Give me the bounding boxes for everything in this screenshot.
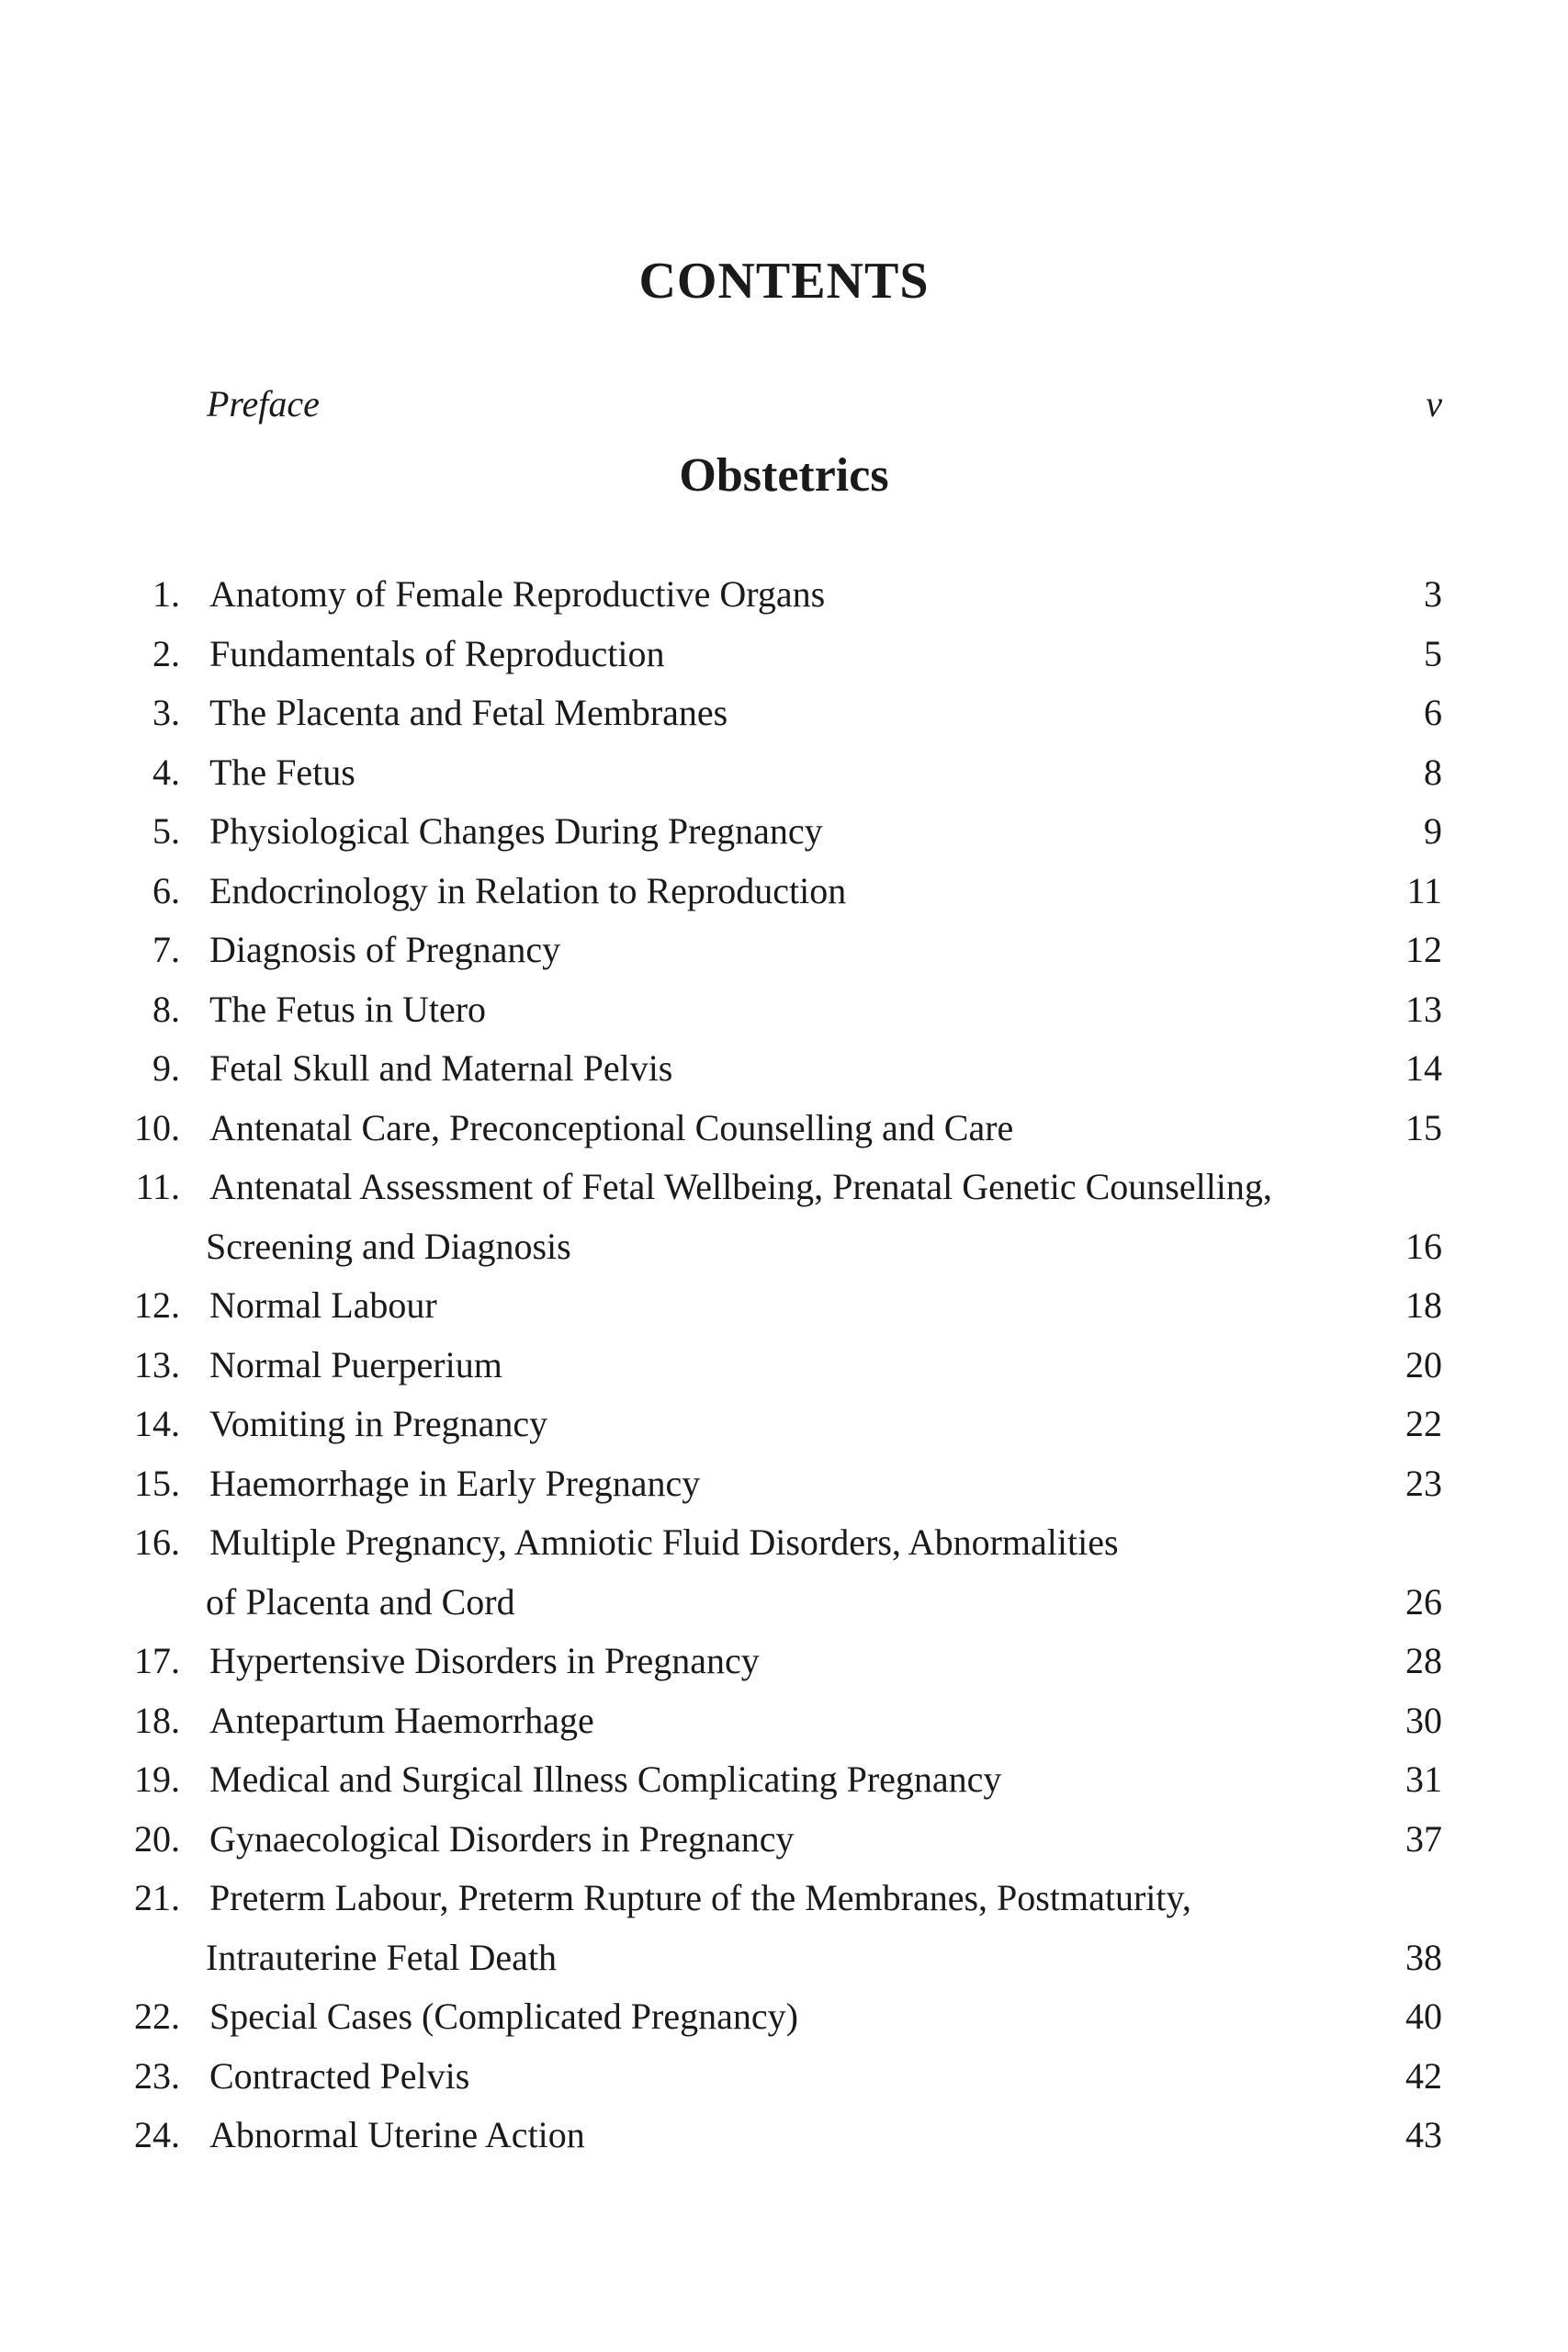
entry-page-number: 13 [1405, 988, 1442, 1030]
entry-title-line: Haemorrhage in Early Pregnancy [209, 1462, 701, 1504]
toc-entry[interactable] [0, 862, 1568, 922]
entry-title [209, 1691, 1404, 1751]
entry-title [209, 1099, 1404, 1159]
entry-title-line: Abnormal Uterine Action [209, 2114, 585, 2155]
entry-title-line: Contracted Pelvis [209, 2054, 470, 2097]
entry-title-line: The Fetus in Utero [209, 988, 487, 1030]
entry-number: 23. [134, 2054, 180, 2097]
toc-entry[interactable] [0, 1276, 1568, 1336]
entry-number: 21. [134, 1877, 180, 1918]
entry-page-number: 30 [1405, 1699, 1442, 1741]
entry-page-number: 12 [1405, 929, 1442, 970]
entry-title-line: Antepartum Haemorrhage [209, 1699, 594, 1741]
toc-entry[interactable] [0, 1039, 1568, 1099]
entry-title-line: Fundamentals of Reproduction [209, 632, 665, 674]
preface-entry[interactable] [207, 383, 1442, 424]
entry-title-line: Normal Puerperium [209, 1343, 502, 1385]
entry-title [209, 802, 1404, 862]
toc-entry[interactable] [0, 2106, 1568, 2165]
entry-title-line: Normal Labour [209, 1284, 437, 1326]
toc-entry[interactable] [0, 743, 1568, 803]
toc-entry[interactable] [0, 1099, 1568, 1159]
entry-number: 24. [134, 2114, 180, 2155]
entry-title [209, 1750, 1404, 1810]
entry-title [209, 1276, 1404, 1336]
entry-title-line: Screening and Diagnosis [206, 1225, 571, 1267]
toc-entry[interactable] [0, 565, 1568, 625]
entry-page-number: 15 [1405, 1106, 1442, 1148]
toc-list [0, 565, 1568, 2165]
entry-title [209, 1810, 1404, 1870]
toc-entry[interactable] [0, 684, 1568, 743]
entry-page-number: 22 [1405, 1403, 1442, 1444]
entry-page-number: 38 [1405, 1936, 1442, 1978]
page-title: CONTENTS [638, 253, 930, 310]
entry-number: 1. [152, 573, 180, 615]
entry-title-line: Vomiting in Pregnancy [209, 1403, 548, 1444]
entry-number: 4. [152, 751, 180, 793]
entry-title [209, 625, 1404, 684]
entry-title [206, 1158, 1404, 1276]
entry-title-line: Physiological Changes During Pregnancy [209, 810, 823, 852]
toc-entry[interactable] [0, 1750, 1568, 1810]
entry-number: 6. [152, 869, 180, 911]
entry-title-line: Diagnosis of Pregnancy [209, 929, 561, 970]
toc-entry[interactable] [0, 625, 1568, 684]
entry-page-number: 31 [1405, 1758, 1442, 1800]
entry-page-number: 8 [1424, 751, 1442, 793]
entry-number: 12. [134, 1284, 180, 1326]
entry-title-line: Multiple Pregnancy, Amniotic Fluid Disorders, Abnormalities [209, 1521, 1119, 1563]
toc-entry[interactable] [0, 1336, 1568, 1396]
entry-title-line: Medical and Surgical Illness Complicating Pregnancy [209, 1758, 1002, 1800]
entry-title [209, 1336, 1404, 1396]
entry-number: 7. [152, 929, 180, 970]
entry-number: 9. [152, 1047, 180, 1089]
entry-number: 13. [134, 1343, 180, 1385]
entry-number: 5. [152, 810, 180, 852]
entry-page-number: 43 [1405, 2114, 1442, 2155]
toc-entry[interactable] [0, 1158, 1568, 1276]
entry-page-number: 3 [1424, 573, 1442, 615]
entry-title-line: Endocrinology in Relation to Reproduction [209, 869, 847, 911]
toc-entry[interactable] [0, 921, 1568, 980]
preface-page-number: v [1426, 383, 1442, 424]
toc-entry[interactable] [0, 2047, 1568, 2107]
entry-page-number: 9 [1424, 810, 1442, 852]
entry-page-number: 26 [1405, 1580, 1442, 1623]
entry-page-number: 28 [1405, 1640, 1442, 1681]
entry-page-number: 5 [1424, 632, 1442, 674]
entry-number: 18. [134, 1699, 180, 1741]
entry-title [209, 1454, 1404, 1514]
entry-number: 8. [152, 988, 180, 1030]
entry-title-line: of Placenta and Cord [206, 1580, 515, 1623]
entry-number: 11. [135, 1166, 180, 1207]
entry-page-number: 18 [1405, 1284, 1442, 1326]
entry-number: 19. [134, 1758, 180, 1800]
entry-title [206, 1513, 1404, 1632]
entry-title-line: Antenatal Care, Preconceptional Counselling and Care [209, 1106, 1014, 1148]
entry-number: 14. [134, 1403, 180, 1444]
entry-title [209, 1039, 1404, 1099]
entry-page-number: 37 [1405, 1817, 1442, 1860]
entry-title [209, 743, 1404, 803]
toc-entry[interactable] [0, 1632, 1568, 1691]
entry-number: 15. [134, 1462, 180, 1504]
entry-number: 2. [152, 632, 180, 674]
entry-number: 20. [134, 1817, 180, 1860]
entry-title-line: The Placenta and Fetal Membranes [209, 692, 728, 733]
entry-page-number: 16 [1405, 1225, 1442, 1267]
entry-title [209, 1395, 1404, 1454]
toc-entry[interactable] [0, 802, 1568, 862]
preface-label: Preface [207, 383, 320, 424]
entry-title [209, 980, 1404, 1040]
toc-entry[interactable] [0, 1810, 1568, 1870]
entry-title-line: Fetal Skull and Maternal Pelvis [209, 1047, 673, 1089]
entry-page-number: 6 [1424, 692, 1442, 733]
entry-number: 17. [134, 1640, 180, 1681]
entry-title-line: Hypertensive Disorders in Pregnancy [209, 1640, 760, 1681]
entry-title [209, 2047, 1404, 2107]
entry-title-line: Special Cases (Complicated Pregnancy) [209, 1996, 798, 2037]
toc-entry[interactable] [0, 1395, 1568, 1454]
entry-page-number: 14 [1405, 1047, 1442, 1089]
entry-page-number: 11 [1406, 869, 1442, 911]
toc-entry[interactable] [0, 1987, 1568, 2047]
entry-number: 3. [152, 692, 180, 733]
entry-title-line: The Fetus [209, 751, 355, 793]
entry-title-line: Antenatal Assessment of Fetal Wellbeing, Prenatal Genetic Counselling, [209, 1166, 1272, 1207]
entry-title-line: Anatomy of Female Reproductive Organs [209, 573, 826, 615]
entry-title [209, 565, 1404, 625]
entry-title [209, 684, 1404, 743]
section-heading: Obstetrics [679, 449, 889, 502]
entry-title [209, 921, 1404, 980]
entry-number: 16. [134, 1521, 180, 1563]
entry-number: 22. [134, 1996, 180, 2037]
toc-entry[interactable] [0, 1691, 1568, 1751]
entry-page-number: 23 [1405, 1462, 1442, 1504]
entry-page-number: 40 [1405, 1996, 1442, 2037]
entry-page-number: 20 [1405, 1343, 1442, 1385]
toc-entry[interactable] [0, 1454, 1568, 1514]
toc-entry[interactable] [0, 1869, 1568, 1987]
entry-title [206, 1869, 1404, 1987]
entry-title-line: Gynaecological Disorders in Pregnancy [209, 1817, 795, 1860]
entry-title [209, 862, 1404, 922]
entry-page-number: 42 [1405, 2054, 1442, 2097]
entry-title [209, 2106, 1404, 2165]
entry-title-line: Preterm Labour, Preterm Rupture of the Membranes, Postmaturity, [209, 1877, 1191, 1918]
entry-number: 10. [134, 1106, 180, 1148]
entry-title [209, 1987, 1404, 2047]
toc-entry[interactable] [0, 1513, 1568, 1632]
entry-title [209, 1632, 1404, 1691]
toc-entry[interactable] [0, 980, 1568, 1040]
entry-title-line: Intrauterine Fetal Death [206, 1936, 558, 1978]
